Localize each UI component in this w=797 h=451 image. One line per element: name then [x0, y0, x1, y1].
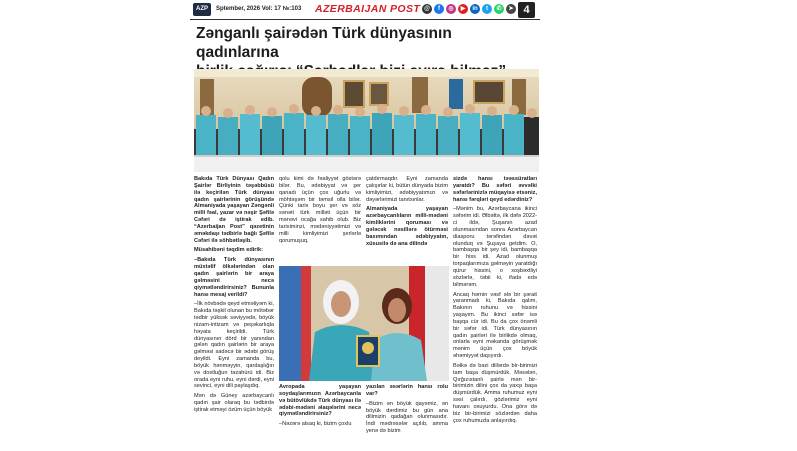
question: Avropada yaşayan soydaşlarımızın Azərbaycanla və bütövlükdə Türk dünyası ilə ədəbi-mədəni əlaqələrini necə qiymətləndirirsiniz?	[279, 384, 361, 418]
paragraph: qolu kimi də fəaliyyət göstərə bilər. Bu, ədəbiyyat və şer qanadı üçün çox uğurlu və möhtəşəm bir təmsil olla bilər. Çünki tarix boyu şer və söz sənəti türk milləti üçün bir mənəvi ocağa sahib olub. Biz tariximinzi, mədəniyyətimizi və milli kimliyimizi şerlərlə qorumuşuq.	[279, 176, 361, 244]
telegram-icon: ➤	[506, 4, 516, 14]
newspaper-brand: AZERBAIJAN POST	[315, 3, 421, 15]
social-icons	[422, 4, 516, 14]
paragraph: –Nəzərə alsaq ki, bizim çoxlu	[279, 421, 352, 428]
paragraph: Ancaq hərnin vəsf ələ bir şərait yaranmadı ki, Bakıda qalım, Bakının ruhunu və hissini yaşayım. Bu ikinci səfər isə başqa cür idi. Bu da çox önəmli bir səfər idi. Türk dünyasının qadın şairləri ilə birlikdə olmaq, onlarla eyni məkanda görüşmək mənim üçün çox böyük əhəmiyyət daşıyırdı.	[453, 291, 537, 360]
instagram-icon: ◎	[446, 4, 456, 14]
paragraph: Müsahibəni təqdim edirik:	[194, 247, 263, 254]
article-column-3-lower	[366, 384, 448, 451]
portrait-photo-image	[279, 266, 449, 381]
paragraph: çatdırmaqdır. Eyni zamanda çalışırlar ki, bütün dünyada bizim kimliyimizi, ədəbiyyatımızı və dəyərlərimizi tanıtsınlar.	[366, 176, 448, 203]
paragraph: –İlk növbədə qeyd etməliyəm ki, Bakıda təşkil olunan bu mötəbər tədbir yüksək səviyyədə, böyük nizam-intizam və peşəkarlıqla həyata keçirildi. Türk dünyasının dörd bir yanından gələn qadın şairlərin bir araya gəlməsi sadəcə bir ədəbi görüş deyildi. Eyni zamanda bu, böyük hənməyyin, qardaşlığın və dostluğun təzahürü idi. Biz orada eyni ruhu, eyni dərdi, eyni sevinci, eyni dili paylaşdıq.	[194, 301, 274, 390]
paragraph: –Mənim bu, Azərbaycana ikinci səfərim idi. Əlbəttə, ilk dəfə 2022-ci ildə, Şuşanın azad olunmasından sonra Azərbaycan diasporu tərəfindən dəvət olunduq və Şuşaya getdim. O, bambaşqa bir şey idi, bambaşqa bir hiss idi. Azad olunmuş torpaqlarımıza gəlməyin yaratdığı qürur hissini, o xoşbəxtliyi sözlərlə, təbii ki, ifadə edə bilmərəm.	[453, 206, 537, 288]
newspaper-logo-icon: AZP	[193, 3, 211, 16]
paragraph: Bakıda Türk Dünyası Qadın Şairlər Birliyinin təşəbbüsü ilə keçirilən Türk dünyası qadın şairlərinin görüşündə Almaniyada yaşayan Zəngənli milli fəal, yazar və nəşir Şəfilə Cəfəri də iştirak edib. “Azerbaijan Post” qəzetinin əməkdaşı tədbirlə bağlı Şəfilə Cəfəri ilə söhbətləşib.	[194, 176, 274, 244]
article-column-2	[279, 176, 361, 264]
question: –Bakıda Türk dünyasının müxtəlif ölkələrindən olan qadın şairlərin bir araya gəlməsini necə qiymətləndirirsiniz? Bununla hansı mesaj verildi?	[194, 257, 274, 298]
article-column-2-lower	[279, 384, 361, 451]
article-column-3	[366, 176, 448, 264]
paragraph: Mən də Güney azərbaycanlı qadın şair olaraq bu tədbirdə iştirak etməyi özüm üçün böyük	[194, 393, 274, 413]
group-photo	[194, 69, 539, 172]
headline-line-1: Zənganlı şairədən Türk dünyasının qadınlarına	[196, 25, 452, 61]
paragraph: Bəlkə də bəzi dillərdə bir-birimizi tam başa düşmürdük. Məsələn, Qırğızıstanlı şairlə mən bir-birimizin dilini çox da yaxşı başa düşmürdük. Amma ruhumuz eyni səsi çalırdı, gözlərimiz eyni havanı oxuyurdu. Ona görə də biz bir-birimizi sözlərdən daha çox ruhumuzla anlayırdıq.	[453, 362, 537, 424]
newspaper-page	[190, 0, 540, 451]
facebook-icon: f	[434, 4, 444, 14]
question: yazılan əsərlərin hansı rolu var?	[366, 384, 448, 397]
whatsapp-icon: ✆	[494, 4, 504, 14]
masthead-divider	[190, 19, 540, 20]
social-icon-1: @	[422, 4, 432, 14]
linkedin-icon: in	[470, 4, 480, 14]
twitter-icon: t	[482, 4, 492, 14]
question: sizdə hansı təəssüratları yaratdı? Bu səfəri əvvəlki səfərlərinizlə müqayisə etsəniz, hansı fərqləri qeyd edərdiniz?	[453, 176, 537, 203]
page-number: 4	[518, 2, 535, 18]
article-column-4	[453, 176, 537, 451]
youtube-icon: ▶	[458, 4, 468, 14]
question: Almaniyada yaşayan azərbaycanlıların milli-mədəni kimliklərini qoruması və gələcək nəsillərə ötürməsi baxımından ədəbiyyatın, xüsusilə də ana dilində	[366, 206, 448, 247]
group-photo-image	[194, 69, 539, 172]
portrait-photo	[279, 266, 449, 381]
issue-date: Sptember, 2026 Vol: 17 №:103	[216, 6, 302, 12]
paragraph: –Bizim ən böyük qayəmiz, ən böyük dərdimiz bu gün ana dilimizin qadağan olunmasıdır. İndi mədrəsələr açılıb, amma yenə də bizim	[366, 400, 448, 435]
article-column-1	[194, 176, 274, 451]
masthead	[190, 2, 540, 19]
